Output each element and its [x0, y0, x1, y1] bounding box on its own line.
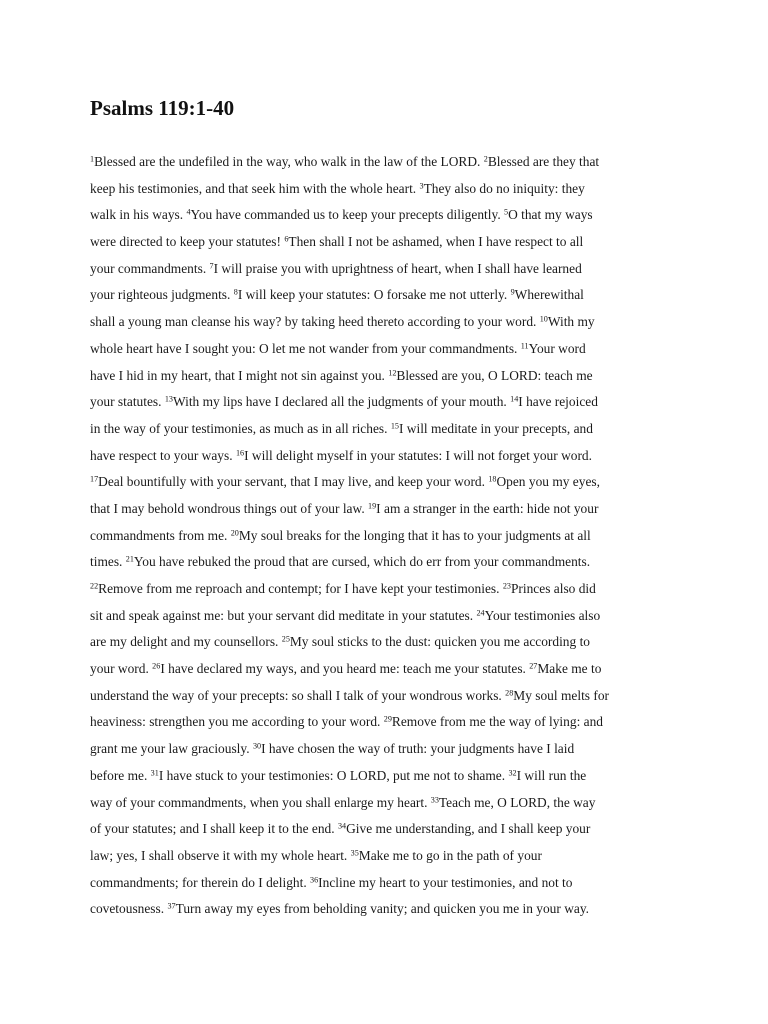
- text-line: [90, 550, 655, 577]
- verse-text: your statutes.: [90, 395, 165, 411]
- verse-text: Make me to: [537, 662, 602, 678]
- text-line: [90, 630, 655, 657]
- text-line: [90, 257, 655, 284]
- scripture-text: [90, 150, 680, 924]
- verse-text: grant me your law graciously.: [90, 742, 253, 758]
- verse-text: Your testimonies also: [484, 608, 601, 624]
- verse-number: 33: [430, 793, 439, 804]
- verse-number: 13: [164, 393, 173, 404]
- text-line: [90, 897, 655, 924]
- verse-number: 6: [284, 233, 289, 244]
- verse-text: Open you my eyes,: [496, 475, 600, 491]
- verse-number: 14: [510, 393, 519, 404]
- verse-text: O that my ways: [508, 208, 593, 224]
- verse-text: My soul breaks for the longing that it has to your judgments at all: [238, 528, 591, 544]
- verse-number: 19: [368, 500, 377, 511]
- text-line: [90, 817, 655, 844]
- verse-text: heaviness: strengthen you me according to your word.: [90, 715, 384, 731]
- verse-text: sit and speak against me: but your servant did meditate in your statutes.: [90, 608, 477, 624]
- verse-number: 18: [488, 473, 497, 484]
- verse-number: 2: [483, 153, 488, 164]
- verse-number: 28: [505, 687, 514, 698]
- verse-text: My soul melts for: [513, 688, 610, 704]
- verse-text: Turn away my eyes from beholding vanity; and quicken you me in your way.: [175, 902, 590, 918]
- text-line: [90, 844, 655, 871]
- verse-text: Teach me, O LORD, the way: [438, 795, 596, 811]
- verse-text: Wherewithal: [514, 288, 584, 304]
- verse-number: 17: [90, 473, 99, 484]
- verse-text: I will meditate in your precepts, and: [398, 421, 593, 437]
- verse-text: Incline my heart to your testimonies, and not to: [318, 875, 573, 891]
- verse-text: I have declared my ways, and you heard me: teach me your statutes.: [160, 662, 530, 678]
- verse-text: With my: [547, 315, 595, 331]
- verse-text: commandments from me.: [90, 528, 231, 544]
- verse-text: I will praise you with uprightness of heart, when I shall have learned: [213, 261, 582, 277]
- text-line: [90, 230, 655, 257]
- verse-text: Blessed are the undefiled in the way, who walk in the law of the LORD.: [94, 155, 484, 170]
- verse-number: 35: [350, 847, 359, 858]
- verse-number: 16: [235, 446, 245, 457]
- verse-number: 5: [504, 206, 509, 217]
- verse-number: 23: [502, 580, 511, 591]
- text-line: [90, 737, 655, 764]
- text-line: [90, 604, 655, 631]
- text-line: [90, 417, 655, 444]
- verse-text: that I may behold wondrous things out of your law.: [90, 501, 369, 517]
- text-line: [90, 497, 655, 524]
- verse-number: 22: [90, 580, 99, 591]
- text-line: [90, 203, 655, 230]
- text-line: [90, 657, 655, 684]
- verse-number: 7: [209, 260, 214, 271]
- verse-number: 26: [152, 660, 161, 671]
- verse-number: 24: [476, 607, 485, 618]
- verse-text: your commandments.: [90, 261, 210, 277]
- text-line: [90, 764, 655, 791]
- text-line: [90, 710, 655, 737]
- verse-text: of your statutes; and I shall keep it to the end.: [90, 822, 338, 838]
- verse-number: 32: [508, 767, 517, 778]
- verse-text: shall a young man cleanse his way? by taking heed thereto according to your word.: [90, 315, 540, 331]
- verse-text: Remove from me reproach and contempt; for I have kept your testimonies.: [98, 582, 503, 597]
- verse-number: 20: [230, 526, 239, 537]
- verse-text: I have stuck to your testimonies: O LORD, put me not to shame.: [158, 768, 509, 784]
- document-title: Psalms 119:1-40: [90, 96, 235, 120]
- verse-number: 36: [310, 873, 319, 884]
- verse-text: are my delight and my counsellors.: [90, 635, 282, 651]
- verse-text: Princes also did: [510, 582, 596, 597]
- text-line: [90, 524, 655, 551]
- verse-text: covetousness.: [90, 902, 168, 918]
- text-line: [90, 444, 655, 471]
- verse-text: have respect to your ways.: [90, 448, 236, 464]
- verse-number: 30: [252, 740, 262, 751]
- verse-text: I will keep your statutes: O forsake me not utterly.: [237, 288, 511, 304]
- text-line: [90, 684, 655, 711]
- verse-text: I have rejoiced: [518, 395, 598, 411]
- verse-text: in the way of your testimonies, as much as in all riches.: [90, 421, 391, 437]
- text-line: [90, 283, 655, 310]
- verse-text: Your word: [528, 341, 586, 357]
- text-line: [90, 177, 655, 204]
- verse-number: 12: [388, 366, 397, 377]
- verse-text: I am a stranger in the earth: hide not your: [376, 501, 599, 517]
- verse-number: 11: [520, 340, 529, 351]
- verse-number: 10: [539, 313, 548, 324]
- verse-text: have I hid in my heart, that I might not sin against you.: [90, 368, 389, 384]
- verse-number: 29: [383, 713, 392, 724]
- text-line: [90, 337, 655, 364]
- verse-text: walk in his ways.: [90, 208, 187, 224]
- verse-text: Deal bountifully with your servant, that I may live, and keep your word.: [98, 475, 489, 491]
- verse-text: Make me to go in the path of your: [358, 848, 542, 864]
- verse-text: commandments; for therein do I delight.: [90, 875, 311, 891]
- verse-text: With my lips have I declared all the judgments of your mouth.: [172, 395, 511, 411]
- verse-text: were directed to keep your statutes!: [90, 235, 285, 251]
- verse-number: 4: [186, 206, 191, 217]
- verse-text: Blessed are you, O LORD: teach me: [396, 368, 593, 384]
- text-line: [90, 577, 655, 604]
- text-line: [90, 150, 655, 177]
- verse-text: before me.: [90, 768, 151, 784]
- verse-text: I will run the: [516, 768, 587, 784]
- verse-text: understand the way of your precepts: so shall I talk of your wondrous works.: [90, 688, 506, 704]
- verse-text: keep his testimonies, and that seek him with the whole heart.: [90, 181, 420, 197]
- verse-text: They also do no iniquity: they: [423, 181, 585, 197]
- verse-text: your righteous judgments.: [90, 288, 234, 304]
- verse-text: way of your commandments, when you shall enlarge my heart.: [90, 795, 431, 811]
- verse-text: I will delight myself in your statutes: I will not forget your word.: [244, 448, 592, 464]
- verse-number: 3: [419, 180, 424, 191]
- verse-number: 21: [125, 553, 134, 564]
- verse-text: Give me understanding, and I shall keep your: [346, 822, 591, 838]
- verse-number: 1: [90, 153, 95, 164]
- text-line: [90, 364, 655, 391]
- verse-text: I have chosen the way of truth: your judgments have I laid: [261, 742, 575, 758]
- verse-number: 9: [510, 286, 515, 297]
- verse-number: 25: [281, 633, 290, 644]
- text-line: [90, 390, 655, 417]
- verse-number: 37: [167, 900, 176, 911]
- verse-text: You have rebuked the proud that are cursed, which do err from your commandments.: [133, 555, 591, 571]
- verse-number: 15: [390, 420, 399, 431]
- verse-text: Remove from me the way of lying: and: [391, 715, 604, 731]
- verse-text: My soul sticks to the dust: quicken you me according to: [289, 635, 591, 651]
- verse-text: your word.: [90, 662, 153, 678]
- text-line: [90, 791, 655, 818]
- text-line: [90, 470, 655, 497]
- verse-number: 8: [233, 286, 238, 297]
- verse-text: law; yes, I shall observe it with my whole heart.: [90, 848, 351, 864]
- verse-text: Blessed are they that: [487, 155, 600, 170]
- verse-text: Then shall I not be ashamed, when I have respect to all: [288, 235, 584, 251]
- text-line: [90, 310, 655, 337]
- text-line: [90, 871, 655, 898]
- verse-number: 27: [529, 660, 538, 671]
- verse-number: 34: [337, 820, 347, 831]
- verse-number: 31: [150, 767, 159, 778]
- verse-text: whole heart have I sought you: O let me not wander from your commandments.: [90, 341, 521, 357]
- verse-text: You have commanded us to keep your precepts diligently.: [190, 208, 505, 224]
- verse-text: times.: [90, 555, 126, 571]
